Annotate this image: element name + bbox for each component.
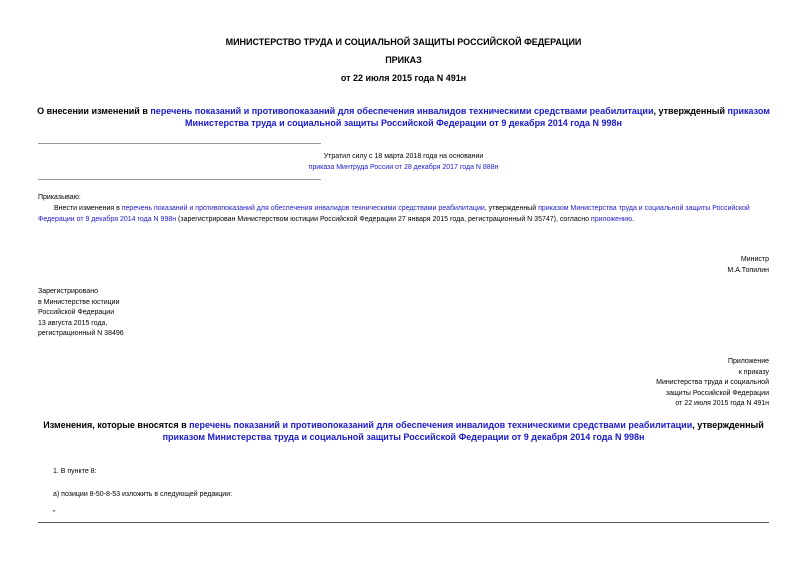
- registration-line: Зарегистрировано: [38, 288, 98, 295]
- title-link-list[interactable]: перечень показаний и противопоказаний для обеспечения инвалидов техническими средствами реабилитации: [150, 106, 654, 116]
- order-word: Приказываю:: [38, 194, 81, 201]
- changes-prefix: Изменения, которые вносятся в: [43, 420, 190, 430]
- changes-link-list[interactable]: перечень показаний и противопоказаний для обеспечения инвалидов техническими средствами реабилитации: [189, 420, 693, 430]
- p-rest: (зарегистрирован Министерством юстиции Российской Федерации 27 января 2015 года, регистрационный N 35747), согласно: [176, 215, 591, 223]
- changes-title: [0, 419, 807, 443]
- p-link-appendix[interactable]: приложению: [590, 215, 633, 223]
- item-a: а) позиции 8-50-8-53 изложить в следующей редакции:: [53, 491, 233, 498]
- appendix-block: [656, 357, 769, 410]
- signature-block: [727, 255, 769, 276]
- appendix-line: от 22 июля 2015 года N 491н: [675, 400, 769, 407]
- item-1: 1. В пункте 8:: [53, 468, 97, 475]
- p-link-order[interactable]: приказом Министерства труда и социальной защиты Российской: [538, 205, 750, 212]
- doc-date-number: от 22 июля 2015 года N 491н: [340, 73, 467, 83]
- divider-top: [38, 143, 321, 144]
- appendix-line: Приложение: [727, 358, 769, 365]
- p-link-list[interactable]: перечень показаний и противопоказаний для обеспечения инвалидов техническими средствами реабилитации: [121, 205, 485, 212]
- p-link-order-date[interactable]: Федерации от 9 декабря 2014 года N 998н: [38, 215, 177, 223]
- order-paragraph: [38, 204, 770, 225]
- doc-type: ПРИКАЗ: [385, 55, 422, 65]
- signature-name: М.А.Топилин: [727, 266, 769, 274]
- p-end: .: [632, 215, 635, 223]
- p-mid: , утвержденный: [484, 205, 539, 212]
- registration-line: Российской Федерации: [38, 309, 115, 316]
- bottom-divider: [38, 522, 769, 523]
- quote-mark: ": [53, 510, 56, 517]
- status-link[interactable]: приказа Минтруда России от 28 декабря 2017 года N 888н: [308, 164, 499, 171]
- status-line: Утратил силу с 18 марта 2018 года на основании: [323, 153, 484, 160]
- title-prefix: О внесении изменений в: [37, 106, 151, 116]
- registration-block: [38, 287, 124, 340]
- appendix-line: к приказу: [738, 368, 769, 376]
- appendix-line: Министерства труда и социальной: [656, 379, 769, 386]
- ministry-heading: МИНИСТЕРСТВО ТРУДА И СОЦИАЛЬНОЙ ЗАЩИТЫ РОССИЙСКОЙ ФЕДЕРАЦИИ: [225, 37, 582, 47]
- title-link-order[interactable]: приказом: [727, 106, 770, 116]
- signature-position: Министр: [740, 256, 769, 263]
- changes-middle: , утвержденный: [692, 420, 764, 430]
- doc-title: [0, 105, 807, 129]
- changes-link-order[interactable]: приказом Министерства труда и социальной защиты Российской Федерации от 9 декабря 2014 года N 998н: [162, 432, 645, 442]
- title-link-order-details[interactable]: Министерства труда и социальной защиты Российской Федерации от 9 декабря 2014 года N 998н: [185, 118, 622, 128]
- p-prefix: Внести изменения в: [54, 205, 122, 212]
- registration-line: в Министерстве юстиции: [38, 298, 120, 306]
- registration-line: регистрационный N 38496: [38, 330, 124, 337]
- title-middle: , утвержденный: [653, 106, 728, 116]
- appendix-line: защиты Российской Федерации: [665, 389, 769, 397]
- divider-bottom: [38, 179, 321, 180]
- registration-line: 13 августа 2015 года,: [38, 319, 108, 327]
